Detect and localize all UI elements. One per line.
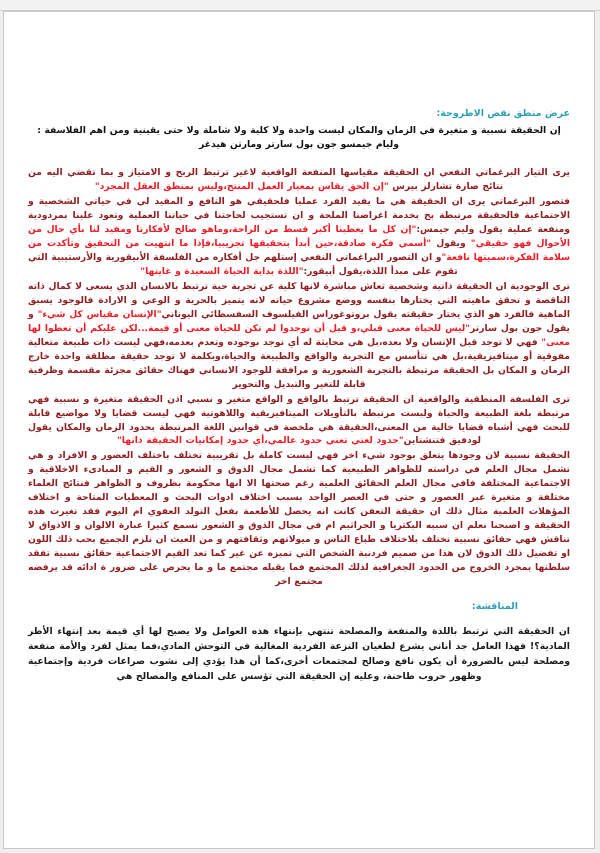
existentialism-connector: و يقول جون بول سارتر — [28, 308, 570, 334]
paragraph-existentialism — [28, 280, 570, 392]
pragmatism-text-a: يرى التيار البرغماتي النفعي ان الحقيقة مقياسها المنفعة الواقعية لاغير ترتبط الربح و الامتياز و بما تقضي اليه من نتائج صارة تشارلز بيرس — [28, 166, 570, 192]
paragraph-pragmatism-2 — [28, 195, 570, 279]
pragmatism-quote-james-2: "أسمي فكرة صادقة،حين أبدأ بتحقيقها تجريبيا،فإذا ما انتهيت من التحقيق وتأكدت من سلامة الفكرة،سميتها نافعة" — [28, 237, 570, 263]
pragmatism-text-c: و ان التصور البراغماتي النفعي إستلهم جل أفكاره من الفلسفة الأبيقورية والأرستيبية التي تقوم على مبدأ اللذة،يقول أبيقور: — [28, 251, 458, 277]
pragmatism-connector-1: ويقول — [431, 237, 471, 249]
paragraph-logical-positivism — [28, 393, 570, 449]
paragraph-pragmatism-1 — [28, 166, 570, 194]
section-heading-antithesis: عرض منطق نقض الاطروحة: — [436, 108, 570, 119]
pragmatism-quote-james-1: "إن كل ما يعطينا أكبر قسط من الراحة،وماهو صالح لأفكارنا ومفيد لنا بأي حال من الأحوال فهو حقيقي" — [28, 223, 570, 249]
positivism-quote-wittgenstein: "حدود لغتي تعني حدود عالمي،أي حدود إمكانيات الحقيقة ذاتها" — [117, 435, 404, 447]
existentialism-text-a: ترى الوجودية ان الحقيقة ذاتية وشخصية تعاش مباشرة لانها كلية عن تجربة حية ترتبط بالانسان الذي يسعى لا كمال ذاته الناقصة و تحقق ماهيته التي يختارها بنفسه ووضع مشروع حياته لانه يتميز بالحرية و الوعي و الارادة فالوجود يسبق الماهية فالفرد هو الذي يختار حقيقته يقول بروتوغوراس الفيلسوف السفسطائي اليوناني — [28, 280, 570, 320]
paragraph-relativity: الحقيقة نسبية لان وجودها يتعلق بوجود شيء اخر فهي ليست كاملة بل تقريبية تختلف باختلف العصور و الافراد و هي تشمل مجال العلم في دراسته للظواهر الطبيعية كما تشمل مجال الذوق و الشعور و القيم و المبادىء الاخلاقية و الاجتماعية المختلفة فافي مجال العلم الحقائق العلمية رغم صحتها الا انها محكومة بظروف و الظواهر فنتائج العلماء مختلفة و متغيرة عبر العصور و حتى في العصر الواحد بسبب اختلاف ادوات البحث و المعطيات المتاحة و اختلاف المؤهلات العلمية مثال ذلك ان حقيقة التعفن كانت انه يحصل للأطعمة بفعل التولد العفوي ام اليوم فقد تغيرت هذه الحقيقة و اصبحنا نعلم ان سببه البكتريا و الجراثيم ام في مجال الذوق و الشعور نسمع كثيرا عبارة الالوان و الاذواق لا تناقش فهي حقائق نسبية تختلف بلاختلاف طباع الناس و ميولاتهم وثقافتهم و من العبث ان نلزم الجميع بحب ذلك اللون او تفضيل ذلك الذوق لان هذا من صميم فردنية الشخص التي تميزه عن غير كما تعد القيم الاجتماعية حقائق نسبية تفقد سلطتها بمجرد الخروج من الحدود الجغرافية لذلك المجتمع فما يقبله مجتمع ما و ما يحرص على ضرور ة ادائه قد يرفضه مجتمع اخر — [28, 450, 570, 588]
intro-line-2: وليام جيمسو جون بول سارتر ومارتن هيدغر — [199, 138, 399, 150]
existentialism-quote-sartre: "ليس للحياة معنى قبلي،و قبل أن توجدوا لم تكن للحياة معنى أو قيمة...لكن عليكم أن تعطوا لها معنى" — [28, 322, 570, 348]
pragmatism-text-b: فتصور البرغماتي يرى ان الحقيقة هي ما يفيد الفرد عمليا فلحقيقي هو النافع و المفيد لي في حياتي الشخصية و الاجتماعية فالحقيقة مرتبطة بخ بخدمة اغراضنا الملحة و ان تستجيب لحاجتنا في حياتنا العملية وتعود علينا بمردودية ومنفعة عملية يقول وليم جيمس: — [28, 195, 570, 235]
positivism-text: ترى الفلسفة المنطقية والواقعية ان الحقيقة ترتبط بالواقع و الواقع متغير و نسبي اذن الحقيقة متغيرة و نسبية فهي مرتبطة بلغة الطبيعة والحياة وليست مرتبطة بالتأويلات الميتافيزيقية واللاهوتية فهي ليست قضايا ولا مواضيع قابلة للبحث فهي أشباه قضايا خالية من المعنى،الحقيقة هي ملخصة في قوانين اللغة المرتبطة بحدود الزمان والمكان يقول لودفيق فتنشتاين — [28, 393, 570, 447]
pragmatism-quote-epicurus: "اللذة بداية الحياة السعيدة و غايتها" — [140, 265, 304, 277]
existentialism-quote-protagoras: "الإنسان مقياس كل شيء" — [37, 308, 162, 320]
intro-line-1: إن الحقيقة نسبية و متغيرة في الزمان والمكان ليست واحدة ولا كلية ولا شاملة ولا حتى يقينية ومن اهم الفلاسفة : — [37, 124, 561, 136]
paragraph-discussion: ان الحقيقة التي ترتبط باللذة والمنفعة والمصلحة تنتهي بإنتهاء هذه العوامل ولا يصبح لها أي قيمة بعد إنتهاء الأطر المادية؟! فهذا العامل جد أناني يشرع لطغيان النزعة الفردية المغالية في التوحش المادي،فما يمثل لفرد والأمة منفعة ومصلحة ليس بالضرورة أن يكون نافع وصالح لمجتمعات أخرى،كما أن هذا يؤدي إلى نشوب صراعات فردية وإجتماعية وظهور حروب طاحنة، وعليه إن الحقيقة التي تؤسس على المنافع والمصالح هي — [28, 626, 570, 683]
existentialism-text-b: فهي لا توجد قبل الإنسان ولا بعده،بل هي محايثة له أي توجد بوجوده وتعدم بعدمه،فهي ليست ذات طبيعة متعالية مفوقية أو ميتافيزيقية،بل هي تتأسس مع التجربة والواقع والطبيعة والحياة،وبكلمة لا توجد حقيقة مطلقة واحدة خارج الزمان و المكان بل الحقيقة مرتبطة بالتجربة الشعورية و مرافقة للوجود الانساني فهناك حقائق مجزئة مقسمة وظرفية قابلة للتغير والتبديل والتحوير — [28, 336, 570, 390]
section-heading-discussion: المناقشة: — [471, 601, 518, 613]
paragraph-intro — [28, 124, 570, 152]
pragmatism-quote-peirce: "إن الحق يقاس بمعيار العمل المنتج،وليس بمنطق العقل المجرد" — [94, 180, 389, 192]
document-page-sheet — [3, 11, 595, 849]
viewer-top-strip — [0, 0, 600, 11]
page-content-area — [4, 12, 594, 848]
